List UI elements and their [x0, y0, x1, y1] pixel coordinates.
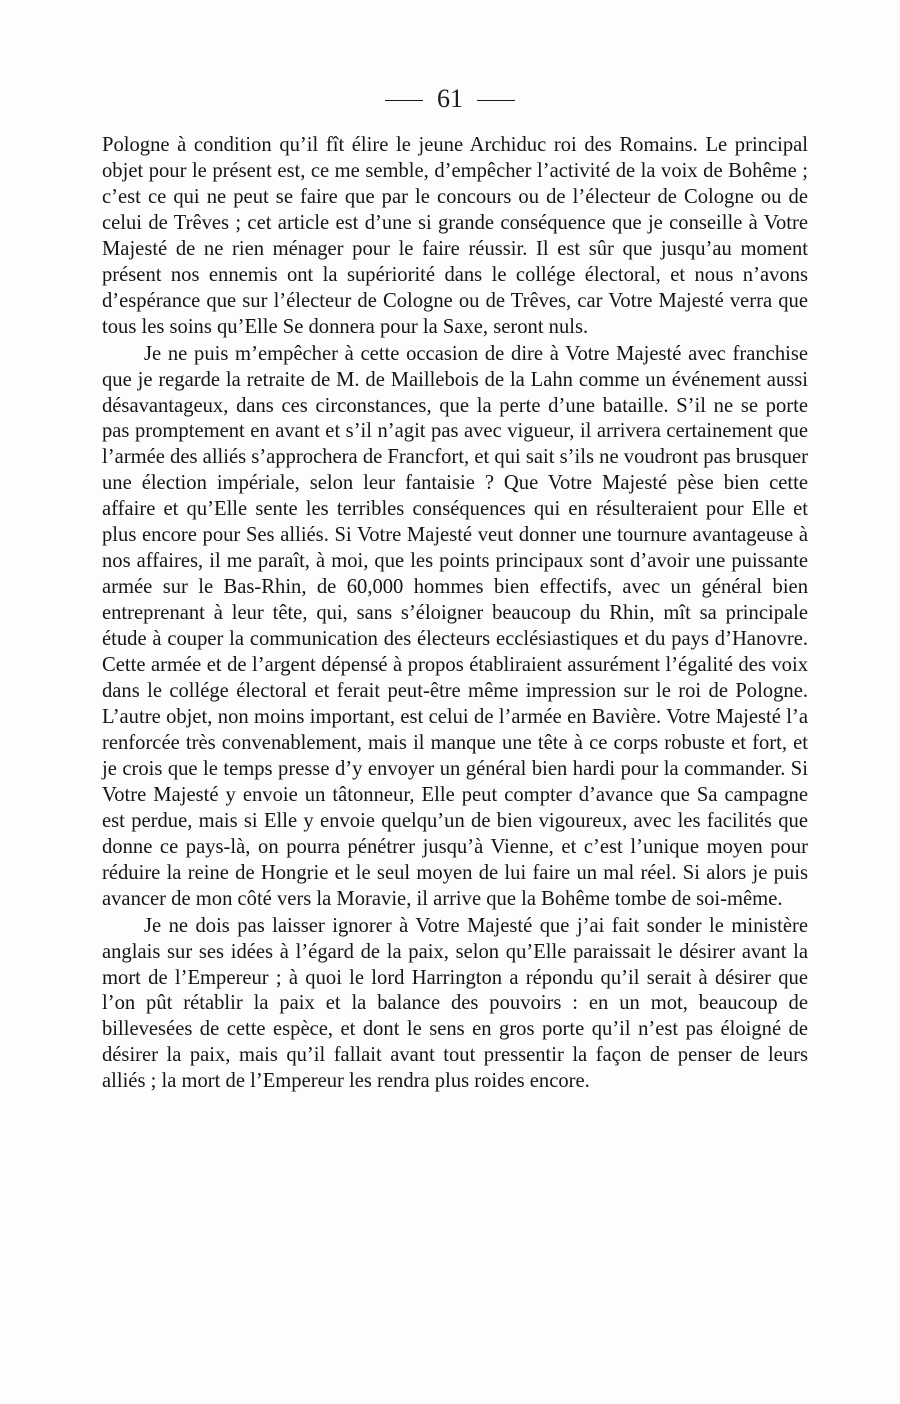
paragraph-continued: Pologne à condition qu’il fît élire le jeune Archiduc roi des Romains. Le principal objet pour le présent est, ce me semble, d’empêcher l’activité de la voix de Bohême ; c’est ce qui ne peut se faire que par le concours ou de l’électeur de Cologne ou de celui de Trêves ; cet article est d’une si grande conséquence que je conseille à Votre Majesté de ne rien ménager pour le faire réussir. Il est sûr que jusqu’au moment présent nos ennemis ont la supériorité dans le collége électoral, et nous n’avons d’espérance que sur l’électeur de Cologne ou de Trêves, car Votre Majesté verra que tous les soins qu’Elle Se donnera pour la Saxe, seront nuls.: [102, 134, 808, 338]
body-text: [102, 133, 808, 1095]
paragraph: Je ne puis m’empêcher à cette occasion de dire à Votre Majesté avec franchise que je regarde la retraite de M. de Maillebois de la Lahn comme un événement aussi désavantageux, dans ces circonstances, que la perte d’une bataille. S’il ne se porte pas promptement en avant et s’il n’agit pas avec vigueur, il arrivera certainement que l’armée des alliés s’approchera de Francfort, et qui sait s’ils ne voudront pas brusquer une élection impériale, selon leur fantaisie ? Que Votre Majesté pèse bien cette affaire et qu’Elle sente les terribles conséquences qui en résulteraient pour Elle et plus encore pour Ses alliés. Si Votre Majesté veut donner une tournure avantageuse à nos affaires, il me paraît, à moi, que les points principaux sont d’avoir une puissante armée sur le Bas-Rhin, de 60,000 hommes bien effectifs, avec un général bien entreprenant à leur tête, qui, sans s’éloigner beaucoup du Rhin, mît sa principale étude à couper la communication des électeurs ecclésiastiques et du pays d’Hanovre. Cette armée et de l’argent dépensé à propos établiraient assurément l’égalité des voix dans le collége électoral et ferait peut-être même impression sur le roi de Pologne. L’autre objet, non moins important, est celui de l’armée en Bavière. Votre Majesté l’a renforcée très convenablement, mais il manque une tête à ce corps robuste et fort, et je crois que le temps presse d’y envoyer un général bien hardi pour la commander. Si Votre Majesté y envoie un tâtonneur, Elle peut compter d’avance que Sa campagne est perdue, mais si Elle y envoie quelqu’un de bien vigoureux, avec les facilités que donne ce pays-là, on pourra pénétrer jusqu’à Vienne, et c’est l’unique moyen pour réduire la reine de Hongrie et le seul moyen de lui faire un mal réel. Si alors je puis avancer de mon côté vers la Moravie, il arrive que la Bohême tombe de soi-même.: [102, 342, 808, 910]
page-header: [0, 84, 900, 114]
page-number: 61: [437, 84, 463, 113]
left-dash: [385, 100, 423, 101]
paragraph: Je ne dois pas laisser ignorer à Votre Majesté que j’ai fait sonder le ministère anglais sur ses idées à l’égard de la paix, selon qu’Elle paraissait le désirer avant la mort de l’Empereur ; à quoi le lord Harrington a répondu qu’il serait à désirer que l’on pût rétablir la paix et la balance des pouvoirs : en un mot, beaucoup de billevesées de cette espèce, et dont le sens en gros porte qu’il n’est pas éloigné de désirer la paix, mais qu’il fallait avant tout pressentir la façon de penser de leurs alliés ; la mort de l’Empereur les rendra plus roides encore.: [102, 914, 808, 1093]
right-dash: [477, 100, 515, 101]
